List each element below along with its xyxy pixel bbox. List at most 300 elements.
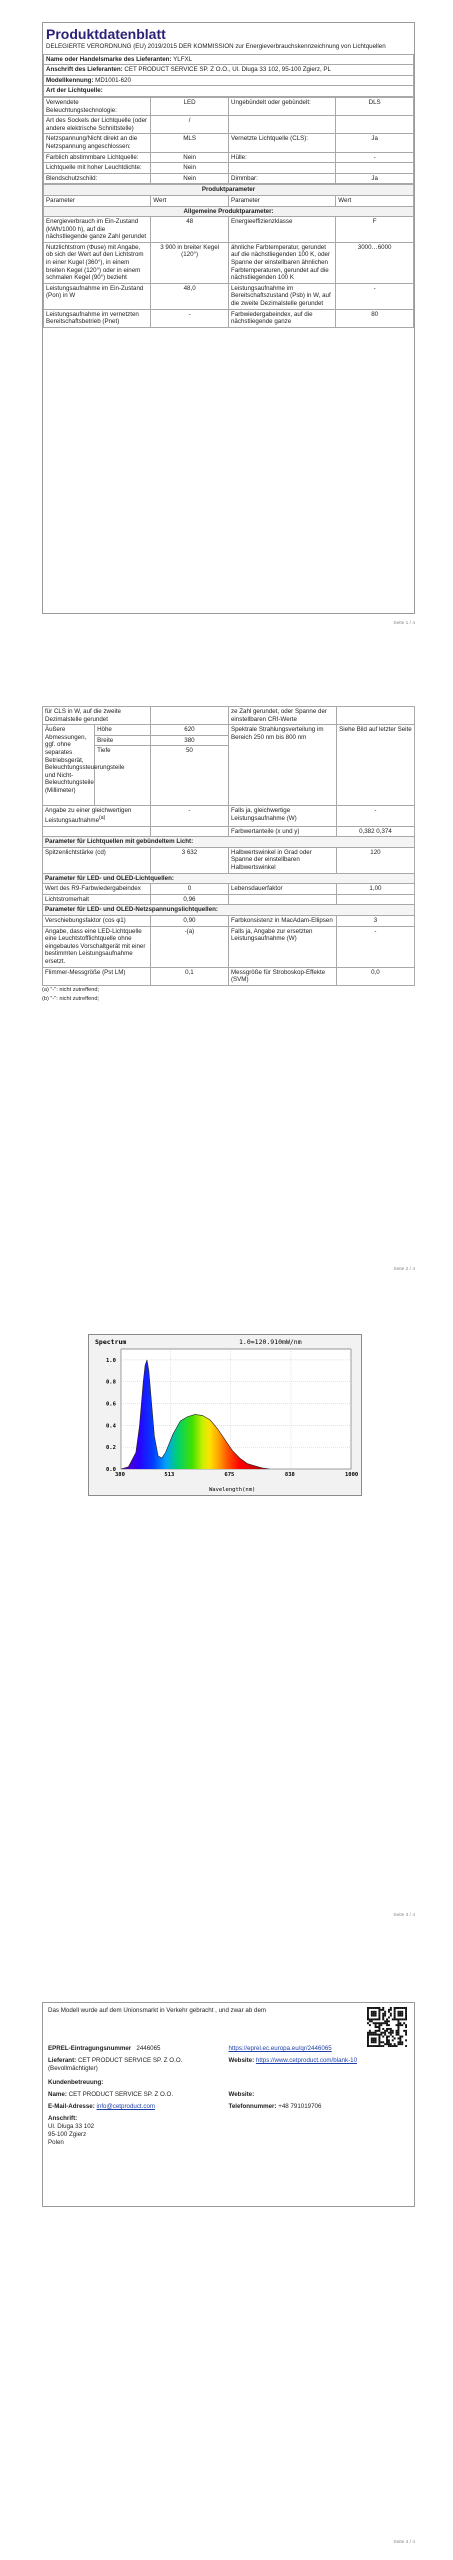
flicker-value: 0,1 xyxy=(150,967,228,985)
qr-module xyxy=(388,2009,390,2011)
qr-module xyxy=(375,2022,377,2024)
y-tick-label: 0.2 xyxy=(106,1445,116,1452)
qr-module xyxy=(394,2017,396,2019)
qr-module xyxy=(375,2039,377,2041)
type-table xyxy=(43,97,414,184)
spectrum-readout: 1.0=120.910mW/nm xyxy=(239,1338,302,1346)
qr-module xyxy=(405,2032,407,2034)
x-tick-label: 675 xyxy=(224,1472,235,1478)
qr-module xyxy=(375,2024,377,2026)
type-label: Art des Sockels der Lichtquelle (oder andere elektrische Schnittstelle) xyxy=(44,116,151,134)
peak-intensity-value: 3 632 xyxy=(150,847,228,873)
parameter-value: 48 xyxy=(151,217,229,243)
qr-module xyxy=(401,2041,403,2043)
qr-module xyxy=(371,2045,373,2047)
qr-module xyxy=(373,2034,375,2036)
qr-module xyxy=(397,2011,399,2013)
qr-module xyxy=(367,2032,369,2034)
page-number: Seite 3 / 4 xyxy=(393,1913,415,1918)
dimension-value: 380 xyxy=(150,735,228,746)
parameter-label: Energieverbrauch im Ein-Zustand (kWh/1000 h), auf die nächstliegende ganze Zahl gerundet xyxy=(44,217,151,243)
qr-module xyxy=(405,2039,407,2041)
parameter-row xyxy=(44,242,414,283)
qr-module xyxy=(382,2018,384,2020)
qr-module xyxy=(390,2034,392,2036)
website-label: Website: xyxy=(228,2091,255,2098)
qr-module xyxy=(399,2036,401,2038)
col-header-value: Wert xyxy=(151,195,229,206)
type-value xyxy=(336,163,414,174)
qr-module xyxy=(384,2030,386,2032)
qr-module xyxy=(382,2013,384,2015)
lifetime-label: Lebensdauerfaktor xyxy=(228,884,336,895)
qr-module xyxy=(378,2039,380,2041)
qr-module xyxy=(369,2020,371,2022)
qr-module xyxy=(373,2039,375,2041)
type-value: MLS xyxy=(151,134,229,152)
qr-module xyxy=(367,2041,369,2043)
qr-module xyxy=(397,2030,399,2032)
qr-module xyxy=(405,2007,407,2009)
qr-module xyxy=(397,2024,399,2026)
qr-module xyxy=(369,2032,371,2034)
supplier-name-row: Name oder Handelsmarke des Lieferanten: YLFXL xyxy=(44,54,414,65)
qr-module xyxy=(397,2015,399,2017)
qr-module xyxy=(405,2024,407,2026)
lifetime-value: 1,00 xyxy=(336,884,414,895)
type-label: Netzspannung/Nicht direkt an die Netzspannung angeschlossen: xyxy=(44,134,151,152)
qr-module xyxy=(378,2015,380,2017)
type-value: / xyxy=(151,116,229,134)
spectrum-plot xyxy=(89,1335,361,1495)
qr-module xyxy=(394,2007,396,2009)
qr-module xyxy=(390,2032,392,2034)
qr-module xyxy=(403,2022,405,2024)
qr-module xyxy=(378,2034,380,2036)
parameter-row xyxy=(44,309,414,327)
type-label: Vernetzte Lichtquelle (CLS): xyxy=(228,134,335,152)
type-row xyxy=(44,116,414,134)
qr-module xyxy=(386,2043,388,2045)
equivalent-power-right-label: Falls ja, gleichwertige Leistungsaufnahme (W) xyxy=(228,806,336,826)
table-cell xyxy=(150,826,228,837)
qr-module xyxy=(401,2013,403,2015)
qr-module xyxy=(405,2013,407,2015)
qr-module xyxy=(375,2045,377,2047)
qr-module xyxy=(367,2017,369,2019)
col-header-param: Parameter xyxy=(44,195,151,206)
qr-module xyxy=(367,2039,369,2041)
qr-module xyxy=(375,2034,377,2036)
qr-module xyxy=(394,2045,396,2047)
website-label: Website: xyxy=(228,2057,255,2064)
qr-module xyxy=(384,2034,386,2036)
mains-heading: Parameter für LED- und OLED-Netzspannungslichtquellen: xyxy=(43,905,415,916)
qr-module xyxy=(386,2036,388,2038)
qr-module xyxy=(386,2028,388,2030)
qr-module xyxy=(382,2041,384,2043)
qr-module xyxy=(373,2018,375,2020)
y-tick-label: 1.0 xyxy=(106,1357,116,1364)
col-header-value: Wert xyxy=(336,195,414,206)
qr-module xyxy=(396,2032,398,2034)
qr-module xyxy=(378,2017,380,2019)
type-label: Lichtquelle mit hoher Leuchtdichte: xyxy=(44,163,151,174)
qr-module xyxy=(378,2043,380,2045)
beam-angle-label: Halbwertswinkel in Grad oder Spanne der einstellbaren Halbwertswinkel xyxy=(228,847,336,873)
qr-module xyxy=(371,2034,373,2036)
qr-module xyxy=(388,2028,390,2030)
qr-module xyxy=(390,2013,392,2015)
qr-module xyxy=(399,2022,401,2024)
page-1-sheet xyxy=(42,22,415,614)
qr-module xyxy=(399,2011,401,2013)
qr-module xyxy=(394,2009,396,2011)
qr-module xyxy=(392,2036,394,2038)
qr-module xyxy=(390,2009,392,2011)
qr-module xyxy=(373,2037,375,2039)
qr-module xyxy=(386,2024,388,2026)
address-label: Anschrift: xyxy=(48,2115,78,2122)
footnote-b: (b) "-": nicht zutreffend; xyxy=(42,995,100,1002)
qr-module xyxy=(394,2015,396,2017)
qr-module xyxy=(388,2017,390,2019)
qr-module xyxy=(384,2032,386,2034)
dimensions-label: Äußere Abmessungen, ggf. ohne separates Betriebsgerät, Beleuchtungssteuerungsteile und Nicht-Beleuchtungsteile (Millimeter) xyxy=(43,725,95,806)
type-row xyxy=(44,152,414,163)
qr-module xyxy=(390,2043,392,2045)
qr-module xyxy=(388,2032,390,2034)
parameter-value: 80 xyxy=(336,309,414,327)
qr-module xyxy=(405,2034,407,2036)
qr-module xyxy=(373,2032,375,2034)
type-label xyxy=(228,163,335,174)
qr-module xyxy=(405,2009,407,2011)
parameter-row xyxy=(44,217,414,243)
regulation-subtitle: DELEGIERTE VERORDNUNG (EU) 2019/2015 DER KOMMISSION zur Energieverbrauchskennzeichnung von Lichtquellen xyxy=(46,43,386,50)
qr-module xyxy=(388,2041,390,2043)
qr-module xyxy=(378,2030,380,2032)
qr-module xyxy=(392,2045,394,2047)
macadam-value: 3 xyxy=(336,915,414,926)
spectral-label: Spektrale Strahlungsverteilung im Bereich 250 nm bis 800 nm xyxy=(228,725,336,806)
dimension-key: Tiefe xyxy=(95,746,151,806)
qr-module xyxy=(386,2020,388,2022)
spectrum-chart xyxy=(88,1334,362,1496)
equivalent-power-label: Angabe zu einer gleichwertigen Leistungsaufnahme$^{(a)}$ xyxy=(43,806,151,826)
phone-value: +48 791019706 xyxy=(278,2103,322,2110)
qr-module xyxy=(371,2013,373,2015)
qr-module xyxy=(377,2026,379,2028)
lumen-maintenance-value: 0,96 xyxy=(150,894,228,905)
qr-module xyxy=(397,2022,399,2024)
qr-module xyxy=(382,2045,384,2047)
page-number: Seite 2 / 4 xyxy=(393,1267,415,1272)
qr-module xyxy=(371,2041,373,2043)
qr-module xyxy=(388,2011,390,2013)
qr-module xyxy=(399,2037,401,2039)
qr-module xyxy=(397,2037,399,2039)
qr-module xyxy=(392,2039,394,2041)
equivalent-power-right-value: - xyxy=(336,806,414,826)
equivalent-power-value: - xyxy=(150,806,228,826)
x-tick-label: 380 xyxy=(115,1472,125,1478)
qr-module xyxy=(380,2034,382,2036)
qr-module xyxy=(375,2032,377,2034)
qr-module xyxy=(396,2024,398,2026)
light-source-type-heading: Art der Lichtquelle: xyxy=(44,86,414,97)
qr-module xyxy=(367,2007,369,2009)
qr-module xyxy=(378,2024,380,2026)
qr-module xyxy=(388,2036,390,2038)
r9-value: 0 xyxy=(150,884,228,895)
spectral-value: Siehe Bild auf letzter Seite xyxy=(336,725,414,806)
parameter-label: ähnliche Farbtemperatur, gerundet auf die nächstliegenden 100 K, oder Spanne der einstellbaren ähnlichen Farbtemperaturen, gerundet auf die nächstliegenden 100 K xyxy=(228,242,335,283)
type-value: Ja xyxy=(336,173,414,184)
qr-module xyxy=(378,2041,380,2043)
parameter-value: - xyxy=(336,283,414,309)
footnote-a: (a) "-": nicht zutreffend; xyxy=(42,986,100,993)
type-label: Verwendete Beleuchtungstechnologie: xyxy=(44,97,151,115)
supplier-label: Lieferant: xyxy=(48,2057,77,2064)
qr-module xyxy=(377,2018,379,2020)
qr-module xyxy=(401,2015,403,2017)
qr-module xyxy=(375,2013,377,2015)
x-tick-label: 838 xyxy=(284,1472,295,1478)
phone-label: Telefonnummer: xyxy=(228,2103,277,2110)
address-line: Polen xyxy=(48,2139,64,2146)
qr-module xyxy=(371,2011,373,2013)
qr-module xyxy=(382,2007,384,2009)
qr-module xyxy=(371,2039,373,2041)
qr-module xyxy=(397,2032,399,2034)
dimension-key: Breite xyxy=(95,735,151,746)
qr-module xyxy=(367,2011,369,2013)
qr-module xyxy=(382,2009,384,2011)
lumen-maintenance-label: Lichtstromerhalt xyxy=(43,894,151,905)
qr-module xyxy=(373,2011,375,2013)
qr-module xyxy=(405,2011,407,2013)
qr-module xyxy=(397,2043,399,2045)
qr-module xyxy=(397,2034,399,2036)
qr-module xyxy=(386,2022,388,2024)
qr-module xyxy=(384,2013,386,2015)
parameter-value: 3000…6000 xyxy=(336,242,414,283)
qr-module xyxy=(397,2028,399,2030)
qr-module xyxy=(390,2030,392,2032)
qr-module xyxy=(405,2017,407,2019)
table-cell xyxy=(336,894,414,905)
qr-module xyxy=(399,2013,401,2015)
qr-module xyxy=(399,2015,401,2017)
qr-module xyxy=(399,2043,401,2045)
parameter-value: 48,0 xyxy=(151,283,229,309)
eprel-link[interactable]: https://eprel.ec.europa.eu/qr/2446065 xyxy=(228,2045,332,2052)
supplier-table xyxy=(43,54,414,97)
type-label: Farblich abstimmbare Lichtquelle: xyxy=(44,152,151,163)
page-4-sheet xyxy=(42,2002,415,2207)
qr-module xyxy=(367,2037,369,2039)
qr-module xyxy=(403,2007,405,2009)
qr-module xyxy=(378,2028,380,2030)
qr-module xyxy=(399,2039,401,2041)
qr-module xyxy=(401,2043,403,2045)
qr-module xyxy=(378,2013,380,2015)
qr-module xyxy=(369,2024,371,2026)
qr-module xyxy=(378,2045,380,2047)
qr-module xyxy=(386,2030,388,2032)
type-label: Dimmbar: xyxy=(228,173,335,184)
qr-module xyxy=(396,2030,398,2032)
table-cell xyxy=(150,707,228,725)
macadam-label: Farbkonsistenz in MacAdam-Ellipsen xyxy=(228,915,336,926)
parameter-label: Leistungsaufnahme im Bereitschaftszustand (Psb) in W, auf die zweite Dezimalstelle gerundet xyxy=(228,283,335,309)
qr-module xyxy=(396,2034,398,2036)
parameter-label: Farbwiedergabeindex, auf die nächstliegende ganze xyxy=(228,309,335,327)
replacement-value: -(a) xyxy=(150,926,228,967)
chromaticity-label: Farbwertanteile (x und y) xyxy=(228,826,336,837)
qr-module xyxy=(378,2007,380,2009)
replacement-right-value: - xyxy=(336,926,414,967)
qr-module xyxy=(373,2045,375,2047)
name-value: CET PRODUCT SERVICE SP. Z O.O. xyxy=(68,2091,174,2098)
qr-module xyxy=(399,2007,401,2009)
col-header-param: Parameter xyxy=(228,195,335,206)
r9-label: Wert des R9-Farbwiedergabeindex xyxy=(43,884,151,895)
qr-module xyxy=(403,2030,405,2032)
y-tick-label: 0.8 xyxy=(106,1379,116,1386)
type-label: Blendschutzschild: xyxy=(44,173,151,184)
qr-module xyxy=(396,2045,398,2047)
qr-module xyxy=(396,2007,398,2009)
table-cell xyxy=(228,894,336,905)
qr-module xyxy=(369,2018,371,2020)
x-axis-label: Wavelength(nm) xyxy=(209,1487,256,1493)
type-value: DLS xyxy=(336,97,414,115)
qr-module xyxy=(377,2007,379,2009)
directional-heading: Parameter für Lichtquellen mit gebündeltem Licht: xyxy=(43,837,415,848)
type-value xyxy=(336,116,414,134)
power-factor-label: Verschiebungsfaktor (cos φ1) xyxy=(43,915,151,926)
qr-code xyxy=(367,2007,407,2047)
qr-module xyxy=(397,2013,399,2015)
customer-service-heading: Kundenbetreuung: xyxy=(48,2079,104,2086)
qr-module xyxy=(396,2018,398,2020)
eprel-value: 2446065 xyxy=(136,2045,161,2052)
qr-module xyxy=(371,2015,373,2017)
table-cell: ze Zahl gerundet, oder Spanne der einstellbaren CRI-Werte xyxy=(228,707,336,725)
type-value: Ja xyxy=(336,134,414,152)
dimension-value: 620 xyxy=(150,725,228,736)
qr-module xyxy=(382,2032,384,2034)
qr-module xyxy=(369,2034,371,2036)
page-number: Seite 4 / 4 xyxy=(393,2540,415,2545)
qr-module xyxy=(394,2037,396,2039)
address-line: 95-100 Zgierz xyxy=(48,2131,87,2138)
table-cell xyxy=(336,707,414,725)
chromaticity-value: 0,382 0,374 xyxy=(336,826,414,837)
qr-module xyxy=(371,2007,373,2009)
qr-module xyxy=(388,2039,390,2041)
general-parameter-heading: Allgemeine Produktparameter: xyxy=(44,206,414,217)
qr-module xyxy=(394,2043,396,2045)
qr-module xyxy=(371,2018,373,2020)
qr-module xyxy=(390,2015,392,2017)
type-label xyxy=(228,116,335,134)
qr-module xyxy=(378,2036,380,2038)
qr-module xyxy=(390,2045,392,2047)
type-label: Ungebündelt oder gebündelt: xyxy=(228,97,335,115)
qr-module xyxy=(380,2009,382,2011)
qr-module xyxy=(401,2018,403,2020)
qr-module xyxy=(405,2030,407,2032)
y-tick-label: 0.4 xyxy=(106,1423,116,1430)
qr-module xyxy=(378,2022,380,2024)
qr-module xyxy=(403,2018,405,2020)
qr-module xyxy=(380,2041,382,2043)
qr-module xyxy=(371,2037,373,2039)
dimension-value: 50 xyxy=(150,746,228,806)
qr-module xyxy=(386,2018,388,2020)
continued-table xyxy=(42,706,415,986)
type-value: Nein xyxy=(151,152,229,163)
qr-module xyxy=(377,2045,379,2047)
parameter-label: Leistungsaufnahme im vernetzten Bereitschaftsbetrieb (Pnet) xyxy=(44,309,151,327)
qr-module xyxy=(397,2041,399,2043)
parameter-row xyxy=(44,283,414,309)
qr-module xyxy=(397,2018,399,2020)
qr-module xyxy=(367,2013,369,2015)
qr-module xyxy=(375,2011,377,2013)
parameter-label: Leistungsaufnahme im Ein-Zustand (Pon) in W xyxy=(44,283,151,309)
qr-module xyxy=(401,2024,403,2026)
table-cell xyxy=(43,826,151,837)
qr-module xyxy=(369,2007,371,2009)
qr-module xyxy=(401,2011,403,2013)
qr-module xyxy=(382,2017,384,2019)
qr-module xyxy=(382,2015,384,2017)
type-value: Nein xyxy=(151,173,229,184)
qr-module xyxy=(378,2026,380,2028)
qr-module xyxy=(378,2009,380,2011)
qr-module xyxy=(386,2041,388,2043)
qr-module xyxy=(386,2037,388,2039)
qr-module xyxy=(367,2036,369,2038)
type-value: - xyxy=(336,152,414,163)
qr-module xyxy=(373,2007,375,2009)
email-link[interactable]: info@cetproduct.com xyxy=(96,2103,156,2110)
qr-module xyxy=(371,2020,373,2022)
website-link[interactable]: https://www.cetproduct.com/blank-10 xyxy=(255,2057,358,2064)
qr-module xyxy=(373,2013,375,2015)
eprel-label: EPREL-Eintragungsnummer xyxy=(48,2045,132,2052)
flicker-label: Flimmer-Messgröße (Pst LM) xyxy=(43,967,151,985)
qr-module xyxy=(378,2018,380,2020)
qr-module xyxy=(399,2024,401,2026)
qr-module xyxy=(399,2018,401,2020)
power-factor-value: 0,90 xyxy=(150,915,228,926)
type-value: LED xyxy=(151,97,229,115)
type-row xyxy=(44,134,414,152)
qr-module xyxy=(371,2032,373,2034)
address-line: Ul. Dluga 33 102 xyxy=(48,2123,95,2130)
qr-module xyxy=(392,2032,394,2034)
qr-module xyxy=(382,2036,384,2038)
product-parameter-heading: Produktparameter xyxy=(44,185,414,196)
parameter-value: 3 900 in breiter Kegel (120°) xyxy=(151,242,229,283)
qr-module xyxy=(384,2043,386,2045)
qr-module xyxy=(405,2045,407,2047)
